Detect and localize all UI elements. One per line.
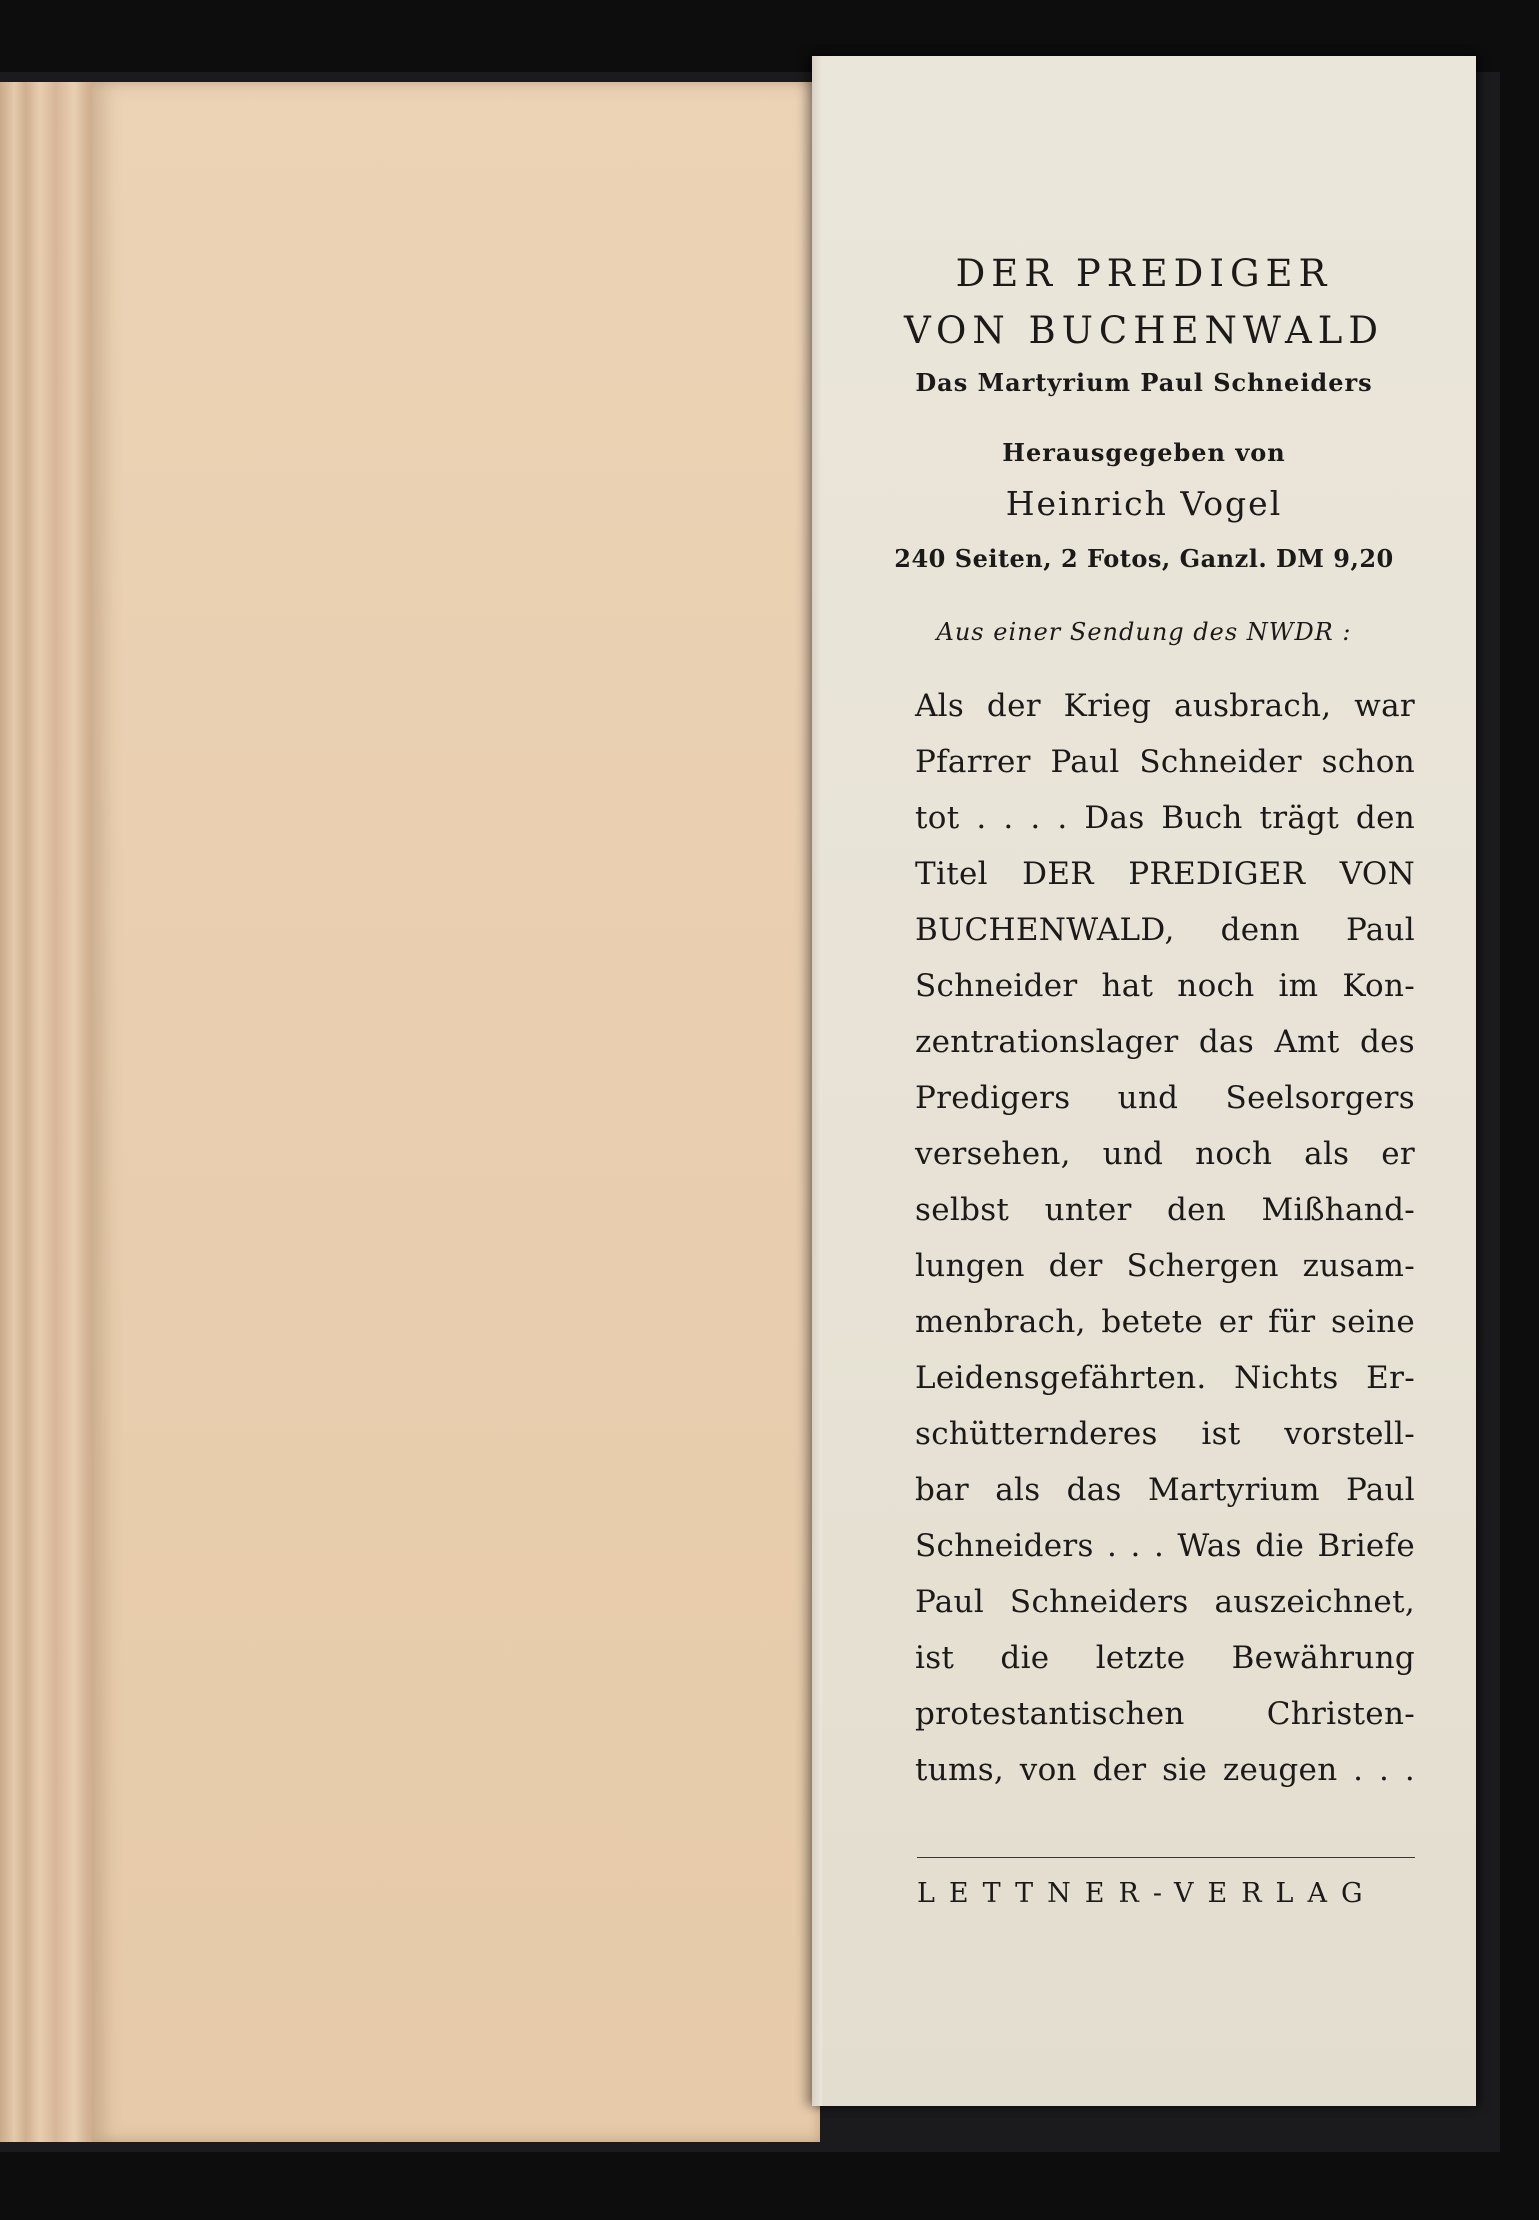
book-details: 240 Seiten, 2 Fotos, Ganzl. DM 9,20 <box>894 544 1394 573</box>
blurb-line: tot . . . . Das Buch trägt den <box>915 800 1415 836</box>
dust-jacket-flap <box>812 56 1476 2106</box>
blurb-line: Als der Krieg ausbrach, war <box>915 688 1415 724</box>
blurb-line: Predigers und Seelsorgers <box>915 1080 1415 1116</box>
book-title-line1: DER PREDIGER <box>955 252 1333 295</box>
blurb-line: zentrationslager das Amt des <box>915 1024 1415 1060</box>
blurb-line: versehen, und noch als er <box>915 1136 1415 1172</box>
blurb-line: bar als das Martyrium Paul <box>915 1472 1415 1508</box>
blurb-line: tums, von der sie zeugen . . . <box>915 1752 1415 1788</box>
blurb-line: Leidensgefährten. Nichts Er- <box>915 1360 1415 1396</box>
publisher-name: LETTNER-VERLAG <box>917 1878 1377 1909</box>
blurb-line: Pfarrer Paul Schneider schon <box>915 744 1415 780</box>
flap-fold <box>812 56 822 2106</box>
book-title-line2: VON BUCHENWALD <box>903 309 1384 352</box>
blurb-line: lungen der Schergen zusam- <box>915 1248 1415 1284</box>
divider-rule <box>917 1857 1415 1858</box>
editor-name: Heinrich Vogel <box>1005 484 1283 523</box>
blurb-text <box>915 678 1415 1798</box>
quote-source: Aus einer Sendung des NWDR : <box>936 618 1352 646</box>
blurb-line: Titel DER PREDIGER VON <box>915 856 1415 892</box>
blurb-line: selbst unter den Mißhand- <box>915 1192 1415 1228</box>
blurb-line: protestantischen Christen- <box>915 1696 1415 1732</box>
book-subtitle: Das Martyrium Paul Schneiders <box>915 368 1373 397</box>
endpaper <box>92 82 820 2142</box>
blurb-line: BUCHENWALD, denn Paul <box>915 912 1415 948</box>
editor-label: Herausgegeben von <box>1002 438 1286 467</box>
blurb-line: Paul Schneiders auszeichnet, <box>915 1584 1415 1620</box>
blurb-line: Schneiders . . . Was die Briefe <box>915 1528 1415 1564</box>
blurb-line: Schneider hat noch im Kon- <box>915 968 1415 1004</box>
blurb-line: schütternderes ist vorstell- <box>915 1416 1415 1452</box>
blurb-line: ist die letzte Bewährung <box>915 1640 1415 1676</box>
blurb-line: menbrach, betete er für seine <box>915 1304 1415 1340</box>
page-edges <box>0 82 100 2142</box>
